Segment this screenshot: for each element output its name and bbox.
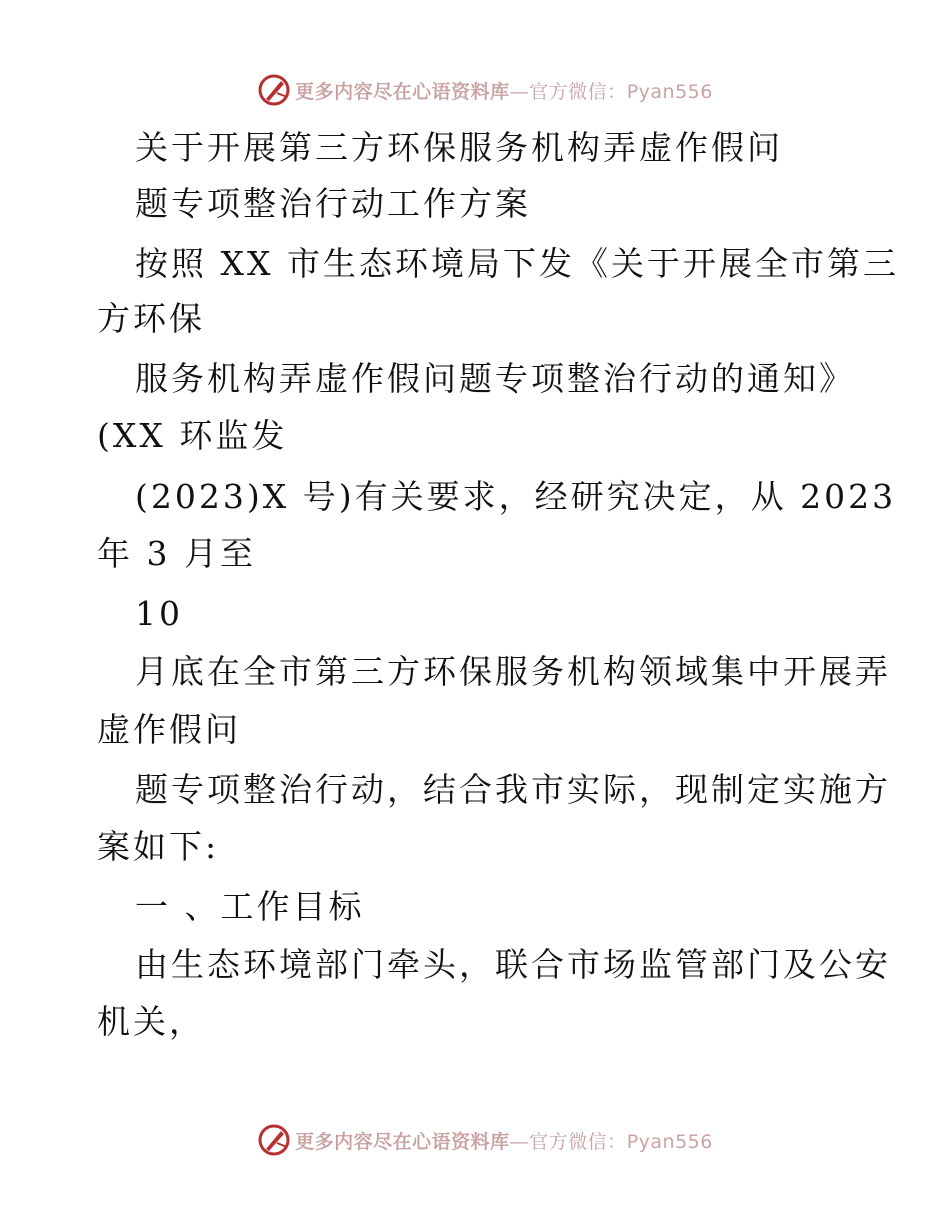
watermark-wechat-label: 官方微信： (529, 1130, 627, 1153)
watermark-wechat-id: Pyan556 (626, 80, 713, 103)
watermark-text (295, 1127, 713, 1154)
doc-paragraph-line: 虚作假问 (97, 710, 241, 749)
watermark-title: 更多内容尽在心语资料库 (295, 80, 510, 103)
watermark-content (257, 1123, 713, 1157)
doc-paragraph-line: 月底在全市第三方环保服务机构领域集中开展弄 (135, 652, 891, 691)
watermark-wechat-label: 官方微信： (529, 80, 627, 103)
watermark-banner-top (0, 70, 950, 110)
doc-title-line-2: 题专项整治行动工作方案 (135, 184, 531, 223)
watermark-content (257, 73, 713, 107)
section-heading: 一 、工作目标 (135, 887, 365, 926)
doc-paragraph-line: 机关， (97, 1002, 205, 1041)
doc-paragraph-line: 案如下: (97, 827, 220, 866)
doc-title-line-1: 关于开展第三方环保服务机构弄虚作假问 (135, 128, 783, 167)
doc-paragraph-line: 题专项整治行动，结合我市实际，现制定实施方 (135, 770, 891, 809)
watermark-wechat-id: Pyan556 (626, 1130, 713, 1153)
quill-logo-icon (257, 1123, 291, 1157)
doc-paragraph-line: 年 3 月至 (97, 534, 256, 573)
doc-paragraph-line: 由生态环境部门牵头，联合市场监管部门及公安 (135, 945, 891, 984)
doc-paragraph-line: 服务机构弄虚作假问题专项整治行动的通知》 (135, 359, 855, 398)
doc-paragraph-line: 方环保 (97, 299, 205, 338)
quill-logo-icon (257, 73, 291, 107)
watermark-separator: — (509, 1130, 530, 1153)
doc-paragraph-line: (XX 环监发 (97, 416, 288, 455)
watermark-title: 更多内容尽在心语资料库 (295, 1130, 510, 1153)
watermark-banner-bottom (0, 1120, 950, 1160)
doc-paragraph-line: (2023)X 号)有关要求，经研究决定，从 2023 (135, 477, 897, 516)
watermark-separator: — (509, 80, 530, 103)
doc-paragraph-line: 按照 XX 市生态环境局下发《关于开展全市第三 (135, 244, 899, 283)
doc-paragraph-line: 10 (135, 594, 183, 633)
watermark-text (295, 77, 713, 104)
